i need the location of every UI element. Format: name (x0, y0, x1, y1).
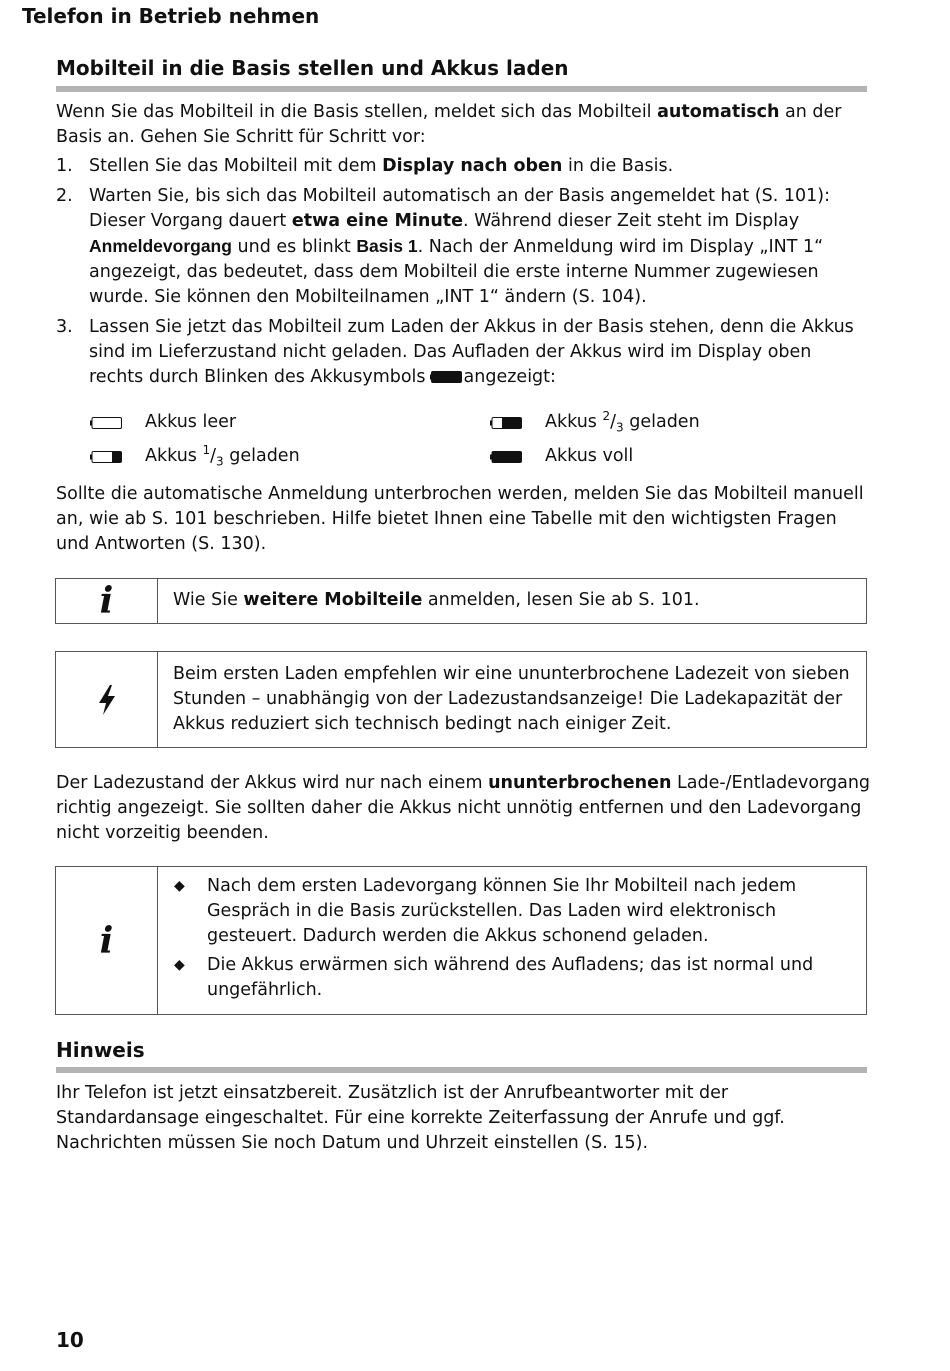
info-icon: i (99, 919, 114, 962)
display-text-basis: Basis 1 (356, 236, 418, 256)
section-rule (56, 1067, 867, 1073)
info-note-box-charging (55, 866, 867, 1015)
warning-note-text: Beim ersten Laden empfehlen wir eine ununterbrochene Ladezeit von sieben Stunden – unabhängig von der Ladezustandsanzeige! Die Ladekapazität der Akkus reduziert sich technisch bedingt nach einiger Zeit. (173, 664, 850, 734)
step-number: 3. (56, 317, 73, 337)
battery-empty-icon (90, 417, 122, 429)
diamond-bullet-icon: ◆ (174, 957, 185, 973)
paragraph-ready: Ihr Telefon ist jetzt einsatzbereit. Zusätzlich ist der Anrufbeantworter mit der Standardansage eingeschaltet. Für eine korrekte Zeiterfassung der Anrufe und ggf. Nachrichten müssen Sie noch Datum und Uhrzeit einstellen (S. 15). (56, 1083, 785, 1153)
info-note-text: Wie Sie weitere Mobilteile anmelden, lesen Sie ab S. 101. (173, 590, 700, 610)
warning-note-box (55, 651, 867, 748)
step-1: 1. Stellen Sie das Mobilteil mit dem Display nach oben in die Basis. (56, 154, 871, 179)
diamond-bullet-icon: ◆ (174, 878, 185, 894)
page-number: 10 (56, 1328, 84, 1352)
section-title: Mobilteil in die Basis stellen und Akkus laden (56, 56, 569, 80)
battery-one-third-icon (90, 451, 122, 463)
paragraph-charge-state: Der Ladezustand der Akkus wird nur nach einem ununterbrochenen Lade-/Entladevorgang richtig angezeigt. Sie sollten daher die Akkus nicht unnötig entfernen und den Ladevorgang nicht vorzeitig beenden. (56, 773, 871, 843)
paragraph-manual-registration: Sollte die automatische Anmeldung unterbrochen werden, melden Sie das Mobilteil manuell an, wie ab S. 101 beschrieben. Hilfe bietet Ihnen eine Tabelle mit den wichtigsten Fragen und Antworten (S. 130). (56, 484, 864, 554)
step-number: 2. (56, 186, 73, 206)
section-rule (56, 86, 867, 92)
step-number: 1. (56, 156, 73, 176)
page-header: Telefon in Betrieb nehmen (22, 4, 320, 28)
info-note-box (55, 578, 867, 624)
battery-two-thirds-icon (490, 417, 522, 429)
section-title-hinweis: Hinweis (56, 1038, 145, 1062)
list-item: ◆ Nach dem ersten Ladevorgang können Sie Ihr Mobilteil nach jedem Gespräch in die Basis zurückstellen. Das Laden wird elektronisch gesteuert. Dadurch werden die Akkus schonend geladen. (174, 876, 797, 946)
step-3: 3. Lassen Sie jetzt das Mobilteil zum Laden der Akkus in der Basis stehen, denn die Akkus sind im Lieferzustand nicht geladen. Das Aufladen der Akkus wird im Display oben rechts durch Blinken des Akkusymbols angezeigt: (56, 317, 854, 387)
display-text-anmeldevorgang: Anmeldevorgang (89, 236, 232, 256)
battery-blinking-icon (430, 371, 462, 383)
charging-notes-list (173, 874, 852, 1003)
info-icon: i (99, 580, 114, 622)
intro-paragraph: Wenn Sie das Mobilteil in die Basis stellen, meldet sich das Mobilteil automatisch an der Basis an. Gehen Sie Schritt für Schritt vor: (56, 102, 842, 147)
battery-full-icon (490, 451, 522, 463)
list-item: ◆ Die Akkus erwärmen sich während des Aufladens; das ist normal und ungefährlich. (174, 955, 814, 1000)
lightning-icon (96, 684, 118, 716)
step-2: 2. Warten Sie, bis sich das Mobilteil automatisch an der Basis angemeldet hat (S. 101): Dieser Vorgang dauert etwa eine Minute. Während dieser Zeit steht im Display Anmeldevorgang und es blinkt Basis 1. Nach der Anmeldung wird im Display „INT 1“ angezeigt, das bedeutet, dass dem Mobilteil die erste interne Nummer zugewiesen wurde. Sie können den Mobilteilnamen „INT 1“ ändern (S. 104). (56, 186, 830, 307)
